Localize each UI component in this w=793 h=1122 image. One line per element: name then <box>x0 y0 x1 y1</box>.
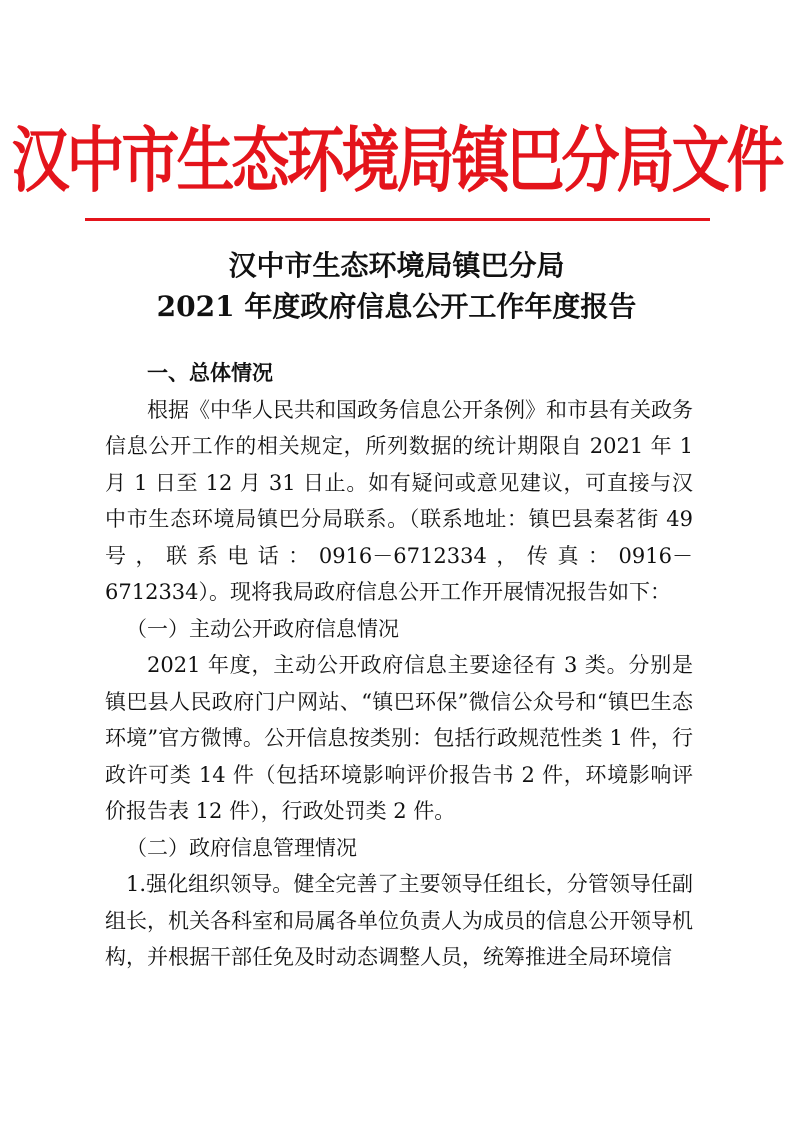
report-title-line-1: 汉中市生态环境局镇巴分局 <box>228 249 565 282</box>
report-title-line-2: 2021 年度政府信息公开工作年度报告 <box>156 290 637 323</box>
overview-paragraph: 根据《中华人民共和国政务信息公开条例》和市县有关政务信息公开工作的相关规定，所列数据的统计期限自 2021 年 1 月 1 日至 12 月 31 日止。如有疑问或意见建议，可直接与汉中市生态环境局镇巴分局联系。（联系地址：镇巴县秦茗街 49 号，联系电话：0916－6712334，传真：0916－6712334）。现将我局政府信息公开工作开展情况报告如下： <box>105 397 693 604</box>
document-header-title: 汉中市生态环境局镇巴分局文件 <box>11 119 782 203</box>
header-red-rule <box>85 218 710 221</box>
report-body <box>105 355 693 976</box>
subsection-heading-active-disclosure: （一）主动公开政府信息情况 <box>126 616 399 641</box>
active-disclosure-paragraph: 2021 年度，主动公开政府信息主要途径有 3 类。分别是镇巴县人民政府门户网站、“镇巴环保”微信公众号和“镇巴生态环境”官方微博。公开信息按类别：包括行政规范性类 1 件，行政许可类 14 件（包括环境影响评价报告书 2 件，环境影响评价报告表 12 件），行政处罚类 2 件。 <box>105 653 693 823</box>
info-management-item-1: 1.强化组织领导。健全完善了主要领导任组长，分管领导任副组长，机关各科室和局属各单位负责人为成员的信息公开领导机构，并根据干部任免及时动态调整人员，统筹推进全局环境信 <box>105 872 693 969</box>
section-heading-overview: 一、总体情况 <box>147 361 273 385</box>
subsection-heading-info-management: （二）政府信息管理情况 <box>126 835 357 860</box>
